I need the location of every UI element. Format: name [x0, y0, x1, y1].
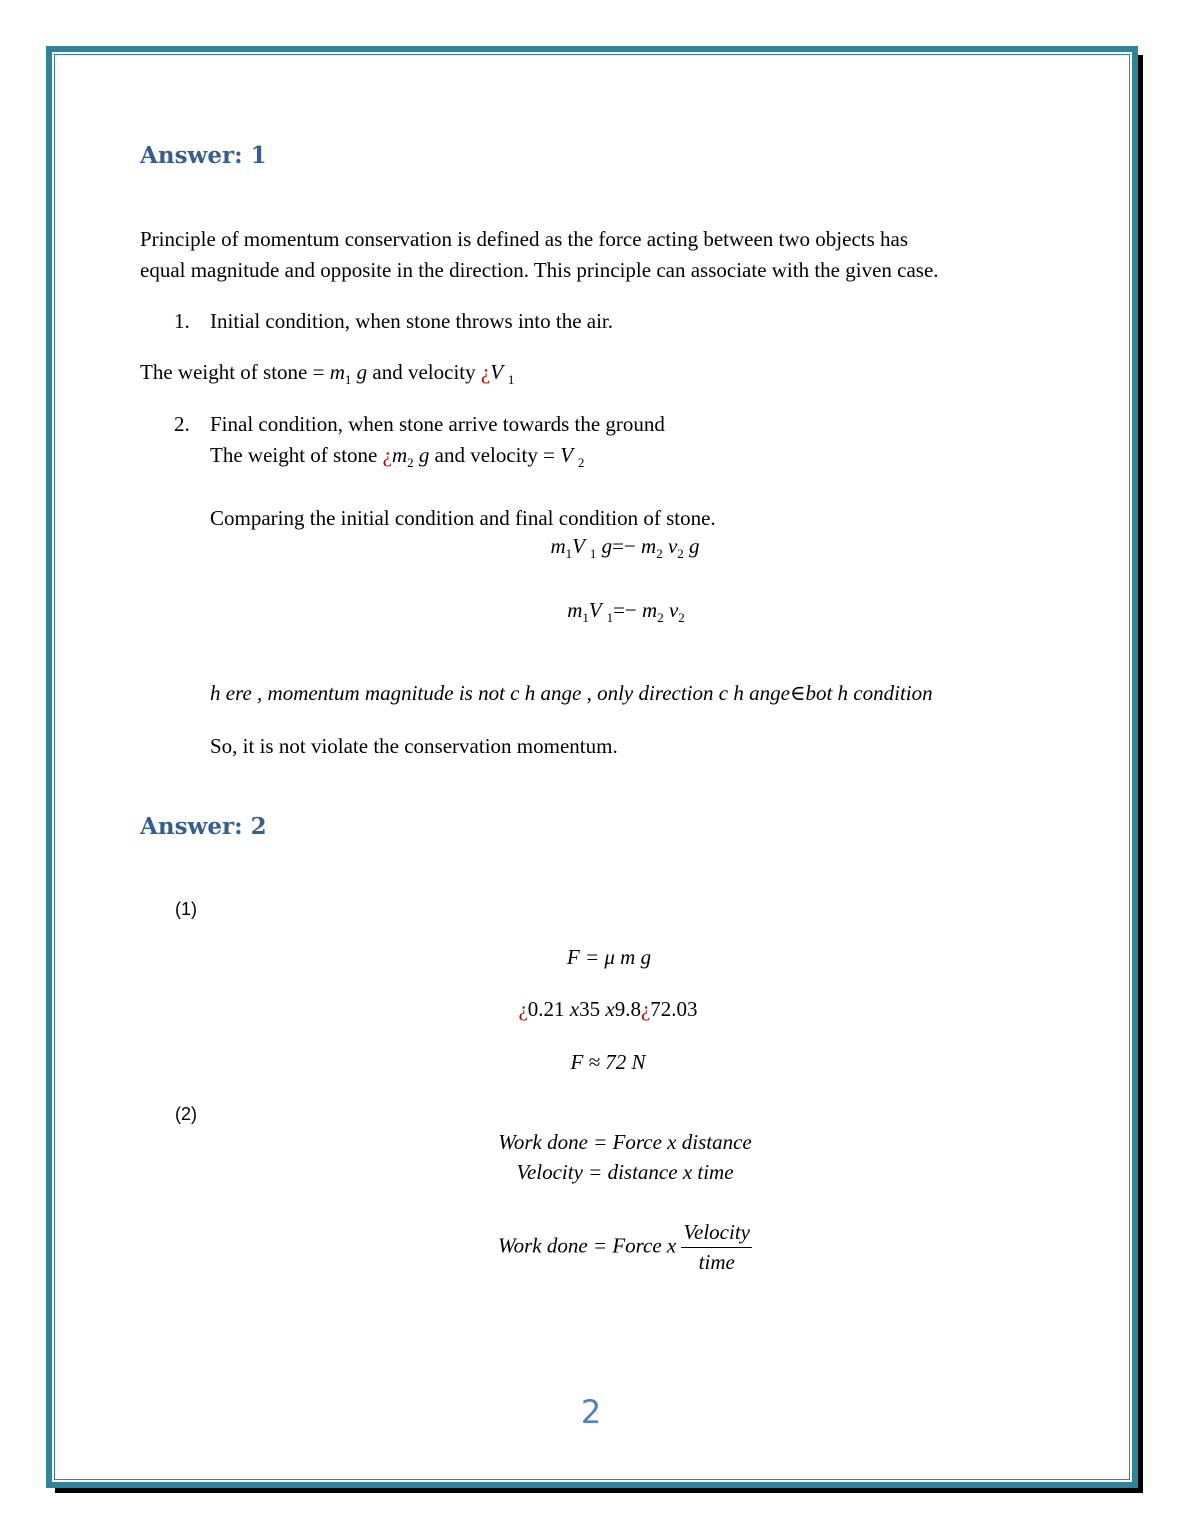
conclusion-line: So, it is not violate the conservation momentum.: [210, 734, 618, 758]
work-fraction-equation: Work done = Force x $\frac{\text{Velocity}}{\text{time}}$: [498, 1220, 750, 1274]
answer2-heading: Answer: 2: [140, 813, 267, 840]
work-equation: Work done = Force x distance: [498, 1130, 752, 1154]
friction-result: F ≈ 72 N: [570, 1050, 646, 1074]
item1-text: Initial condition, when stone throws into the air.: [210, 309, 614, 333]
velocity-over-time-fraction: $\frac{\text{Velocity}}{\text{time}}$: [683, 1220, 750, 1274]
friction-equation: F = μ m g: [566, 945, 652, 969]
item2-text: Final condition, when stone arrive towards the ground: [210, 412, 665, 436]
item2-number: 2.: [174, 412, 190, 436]
here-line: h ere , momentum magnitude is not c h ange , only direction c h ange∈bot h condition: [210, 681, 933, 705]
part1-label: (1): [175, 899, 197, 919]
intro-line-2: equal magnitude and opposite in the direction. This principle can associate with the given case.: [140, 258, 939, 282]
part2-label: (2): [175, 1104, 197, 1124]
weight2-symbol: ¿: [382, 443, 392, 467]
weight1-mid: and velocity: [372, 360, 476, 384]
weight2-velocity: V $_2$: [560, 443, 585, 470]
velocity-equation: Velocity = distance x time: [516, 1160, 734, 1184]
weight2-mass: $m_2$ g: [391, 443, 430, 470]
weight2-prefix: The weight of stone: [210, 443, 378, 467]
comparing-line: Comparing the initial condition and final condition of stone.: [210, 506, 716, 530]
weight1-line: [140, 357, 514, 395]
weight2-line: [210, 440, 584, 478]
weight1-mass: $m_1$ g: [329, 360, 368, 387]
item1-number: 1.: [174, 309, 190, 333]
friction-calculation: ¿0.21 x35 x9.8¿72.03: [518, 997, 698, 1021]
weight2-mid: and velocity =: [434, 443, 555, 467]
answer1-heading: Answer: 1: [140, 142, 267, 169]
equation-1: $m_1V$ $_1$ $g=- m_2$ $v_2$ g: [550, 534, 700, 561]
intro-line-1: Principle of momentum conservation is defined as the force acting between two objects has: [140, 227, 909, 251]
equation-2: $m_1V$ $_1=- m_2$ $v_2$: [567, 598, 685, 625]
weight1-velocity: V $_1$: [490, 360, 515, 387]
page-number: 2: [580, 1393, 602, 1431]
weight1-prefix: The weight of stone =: [140, 360, 325, 384]
weight1-symbol: ¿: [480, 360, 491, 384]
